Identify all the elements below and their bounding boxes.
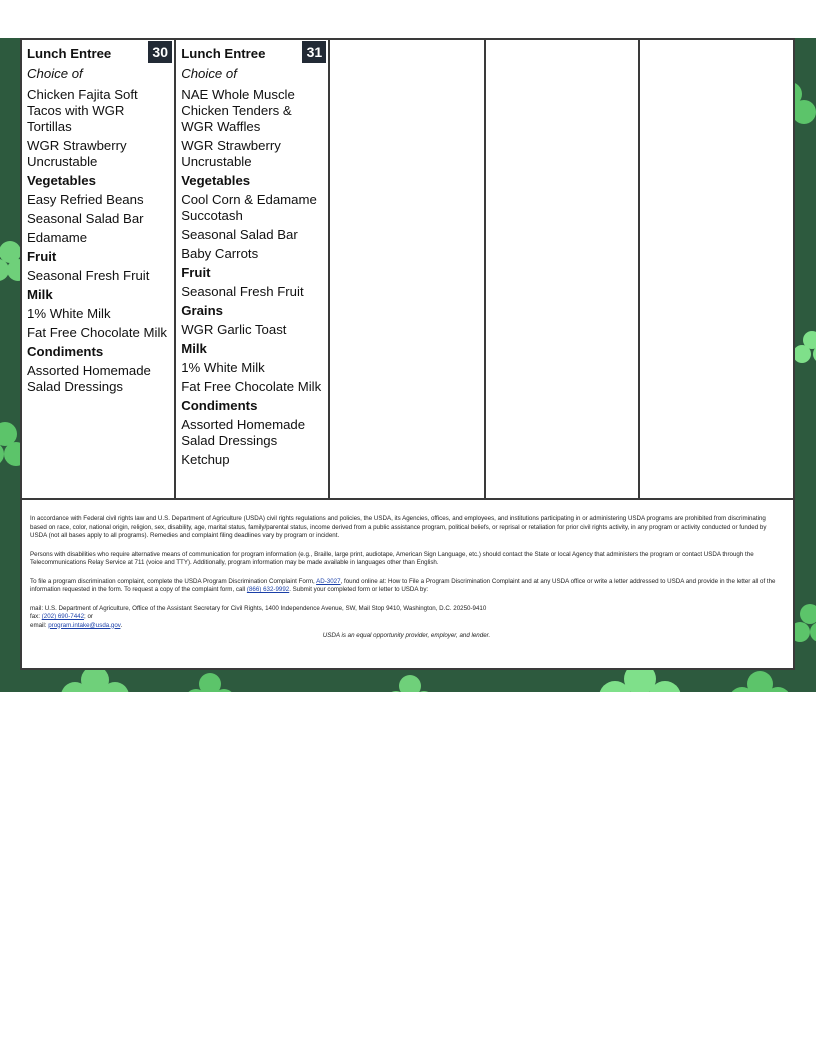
- menu-item: Assorted Homemade Salad Dressings: [27, 363, 151, 394]
- menu-category: Fruit: [27, 249, 57, 264]
- shamrock-icon: [792, 328, 816, 368]
- notice-mail: mail: U.S. Department of Agriculture, Office of the Assistant Secretary for Civil Rights, 1400 Independence Avenue, SW, Mail Stop 9410, Washington, D.C. 20250-9410: [30, 604, 487, 612]
- menu-category: Fruit: [181, 265, 211, 280]
- notice-fax: fax: (202) 690-7442; or: [30, 613, 93, 620]
- equal-opportunity-statement: USDA is an equal opportunity provider, employer, and lender.: [322, 632, 491, 639]
- day-number: 30: [148, 41, 172, 63]
- day-menu: [640, 40, 793, 46]
- menu-category: Grains: [181, 303, 223, 318]
- menu-category: Condiments: [181, 398, 258, 413]
- notice-paragraph: In accordance with Federal civil rights law and U.S. Department of Agriculture (USDA) civil rights regulations and policies, the USDA, its Agencies, offices, and employees, and institutions participating in or administering USDA programs are prohibited from discriminating based on race, color, national origin, religion, sex, disability, age, marital status, family/parental status, income derived from a public assistance program, political beliefs, or reprisal or retaliation for prior civil rights activity, in any program or activity conducted or funded by USDA (not all bases apply to all programs). Remedies and complaint filing deadlines vary by program or incident.: [30, 515, 767, 539]
- menu-item: WGR Strawberry Uncrustable: [181, 138, 281, 169]
- day-cell: [486, 40, 640, 498]
- day-cell: [176, 40, 330, 498]
- menu-category: Vegetables: [181, 173, 251, 188]
- menu-item: 1% White Milk: [27, 306, 111, 321]
- menu-item: Seasonal Salad Bar: [27, 211, 144, 226]
- menu-item: Fat Free Chocolate Milk: [27, 325, 167, 340]
- email-link[interactable]: program.intake@usda.gov: [48, 621, 121, 629]
- shamrock-icon: [380, 670, 440, 692]
- menu-category: Lunch Entree: [181, 46, 266, 61]
- complaint-form-link[interactable]: AD-3027: [316, 577, 341, 585]
- day-cell: [22, 40, 176, 498]
- day-menu: [330, 40, 483, 46]
- menu-item: Chicken Fajita Soft Tacos with WGR Tortillas: [27, 87, 138, 134]
- menu-note: Choice of: [27, 66, 83, 81]
- menu-category: Milk: [27, 287, 53, 302]
- menu-item: Fat Free Chocolate Milk: [181, 379, 322, 394]
- notice-paragraph: [30, 578, 783, 595]
- notice-email: email: program.intake@usda.gov.: [30, 621, 123, 629]
- day-number: 31: [302, 41, 326, 63]
- menu-calendar: [20, 38, 795, 500]
- menu-item: Cool Corn & Edamame Succotash: [181, 192, 317, 223]
- notice-text: , found online at: How to File a Program Discrimination Complaint and at any USDA office or write a letter addressed to USDA and provide in the letter all of the information requested in the form. To request a copy of the complaint form, call: [30, 577, 776, 593]
- shamrock-icon: [720, 668, 800, 692]
- menu-item: Seasonal Fresh Fruit: [27, 268, 150, 283]
- menu-item: Seasonal Salad Bar: [181, 227, 298, 242]
- menu-item: Baby Carrots: [181, 246, 259, 261]
- menu-item: WGR Garlic Toast: [181, 322, 287, 337]
- day-cell: [330, 40, 485, 498]
- menu-item: WGR Strawberry Uncrustable: [27, 138, 127, 169]
- phone-link[interactable]: (866) 632-9992: [246, 586, 290, 593]
- shamrock-icon: [180, 668, 240, 692]
- menu-item: NAE Whole Muscle Chicken Tenders & WGR Waffles: [181, 87, 295, 134]
- menu-item: Ketchup: [181, 452, 230, 467]
- menu-category: Lunch Entree: [27, 46, 112, 61]
- menu-category: Milk: [181, 341, 207, 356]
- menu-item: Seasonal Fresh Fruit: [181, 284, 304, 299]
- menu-item: Edamame: [27, 230, 88, 245]
- menu-category: Vegetables: [27, 173, 96, 188]
- menu-category: Condiments: [27, 344, 104, 359]
- notice-text: . Submit your completed form or letter to USDA by:: [289, 586, 429, 593]
- menu-item: 1% White Milk: [181, 360, 265, 375]
- day-menu: [22, 40, 174, 395]
- nondiscrimination-notice: [20, 500, 795, 670]
- day-menu: [486, 40, 638, 46]
- fax-link[interactable]: (202) 690-7442: [41, 613, 85, 620]
- notice-text: To file a program discrimination complaint, complete the USDA Program Discrimination Complaint Form,: [30, 577, 317, 585]
- day-cell: [640, 40, 793, 498]
- notice-paragraph: Persons with disabilities who require alternative means of communication for program information (e.g., Braille, large print, audiotape, American Sign Language, etc.) should contact the State or local Agency that administers the program or contact USDA through the Telecommunications Relay Service at 711 (voice and TTY). Additionally, program information may be made available in languages other than English.: [30, 550, 754, 566]
- menu-item: Assorted Homemade Salad Dressings: [181, 417, 306, 448]
- day-menu: [176, 40, 328, 468]
- menu-item: Easy Refried Beans: [27, 192, 144, 207]
- menu-note: Choice of: [181, 66, 237, 81]
